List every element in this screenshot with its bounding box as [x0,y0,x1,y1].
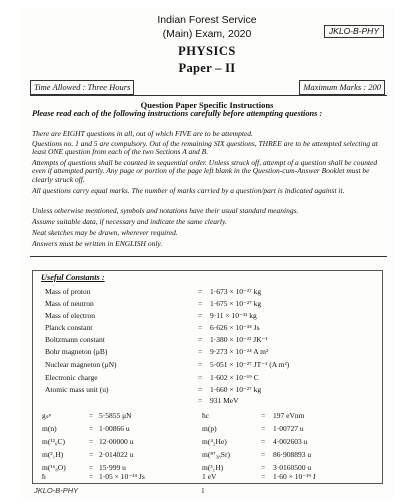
constant-row: Mass of proton = 1·673 × 10⁻²⁷ kg [45,287,262,296]
constant-value: 931 MeV [210,396,239,405]
constant-value: 1·660 × 10⁻²⁷ kg [210,385,262,394]
constant-value: 1·602 × 10⁻¹⁹ C [210,373,259,382]
constant-row: Boltzmann constant = 1·380 × 10⁻²³ JK⁻¹ [45,335,268,344]
constant-value: 1·675 × 10⁻²⁷ kg [210,299,262,308]
constant-value: 5·051 × 10⁻²⁷ JT⁻¹ (A m²) [210,360,290,369]
constant-label: Atomic mass unit (u) [45,385,109,394]
constant-value: 1·380 × 10⁻²³ JK⁻¹ [210,335,268,344]
mass-table-row: m(¹²₆C) = 12·00000 u m(⁴₂He) = 4·002603 u [42,437,308,446]
constant-value: 1·673 × 10⁻²⁷ kg [210,287,262,296]
instruction-item: All questions carry equal marks. The number of marks carried by a question/part is indicated against it. [32,186,345,195]
constant-label: Planck constant [45,323,93,332]
constant-row: Electronic charge = 1·602 × 10⁻¹⁹ C [45,373,259,382]
instruction-item: Answers must be written in ENGLISH only. [32,239,163,248]
divider [30,256,387,257]
constant-value: 9·273 × 10⁻²⁴ A m² [210,347,269,356]
divider [30,95,387,96]
instruction-item: Attempts of questions shall be counted in sequential order. Unless struck off, attempt of a question shall be counted even if attempted partly. Any page or portion of the page left blank in the Question-cum-Answer Booklet must be clearly struck off. [32,158,378,184]
constant-label: Nuclear magneton (μN) [45,360,117,369]
mass-table-row: m(n) = 1·00866 u m(p) = 1·00727 u [42,424,304,433]
constant-row: Bohr magneton (μB) = 9·273 × 10⁻²⁴ A m² [45,347,269,356]
constant-label: Mass of electron [45,311,95,320]
instruction-item: Unless otherwise mentioned, symbols and notations have their usual standard meanings. [32,206,299,215]
constant-label: Boltzmann constant [45,335,105,344]
mass-table-row: ħ = 1·05 × 10⁻³⁴ Js 1 eV = 1·60 × 10⁻¹⁹ J [42,472,316,481]
instruction-item: There are EIGHT questions in all, out of which FIVE are to be attempted. [32,129,253,138]
constant-value: 6·626 × 10⁻³⁴ Js [210,323,260,332]
mass-table-row: gₛᵖ = 5·5855 μN ħc = 197 eVnm [42,411,305,420]
constant-row: Atomic mass unit (u) = 1·660 × 10⁻²⁷ kg [45,385,262,394]
constant-value: 9·11 × 10⁻³¹ kg [210,311,257,320]
subject-title: PHYSICS [178,44,236,58]
page-number: 1 [201,486,205,495]
paper-title: Paper – II [178,61,236,75]
instructions-lead: Please read each of the following instructions carefully before attempting questions : [32,109,323,118]
constant-row: Nuclear magneton (μN) = 5·051 × 10⁻²⁷ JT⁻¹ (A m²) [45,360,290,369]
constants-title: Useful Constants : [41,273,105,282]
constant-row: Planck constant = 6·626 × 10⁻³⁴ Js [45,323,260,332]
exam-organization: Indian Forest Service [157,14,257,26]
constant-row: = 931 MeV [198,396,239,405]
footer-paper-code: JKLO-B-PHY [34,486,79,495]
constant-label: Mass of proton [45,287,91,296]
instructions-title: Question Paper Specific Instructions [140,100,274,110]
instruction-item: Assume suitable data, if necessary and indicate the same clearly. [32,217,227,226]
exam-name: (Main) Exam, 2020 [162,28,252,40]
mass-table-row: m(¹⁶₈O) = 15·999 u m(³₁H) = 3·0160500 u [42,463,312,472]
instruction-item: Questions no. 1 and 5 are compulsory. Out of the remaining SIX questions, THREE are to be attempted selecting at least ONE question from each of the two Sections A and B. [32,139,378,157]
paper-code-stamp: JKLO-B-PHY [324,25,384,38]
maximum-marks: Maximum Marks : 200 [299,80,385,95]
constant-label: Electronic charge [45,373,98,382]
constant-label: Mass of neutron [45,299,94,308]
constant-row: Mass of neutron = 1·675 × 10⁻²⁷ kg [45,299,262,308]
constant-row: Mass of electron = 9·11 × 10⁻³¹ kg [45,311,257,320]
mass-table-row: m(²₁H) = 2·014022 u m(⁸⁷₃₈Sr) = 86·908893 u [42,450,312,459]
useful-constants-box [32,270,383,484]
time-allowed: Time Allowed : Three Hours [30,80,134,95]
constant-label: Bohr magneton (μB) [45,347,108,356]
instruction-item: Neat sketches may be drawn, wherever required. [32,228,178,237]
exam-page [20,8,394,498]
